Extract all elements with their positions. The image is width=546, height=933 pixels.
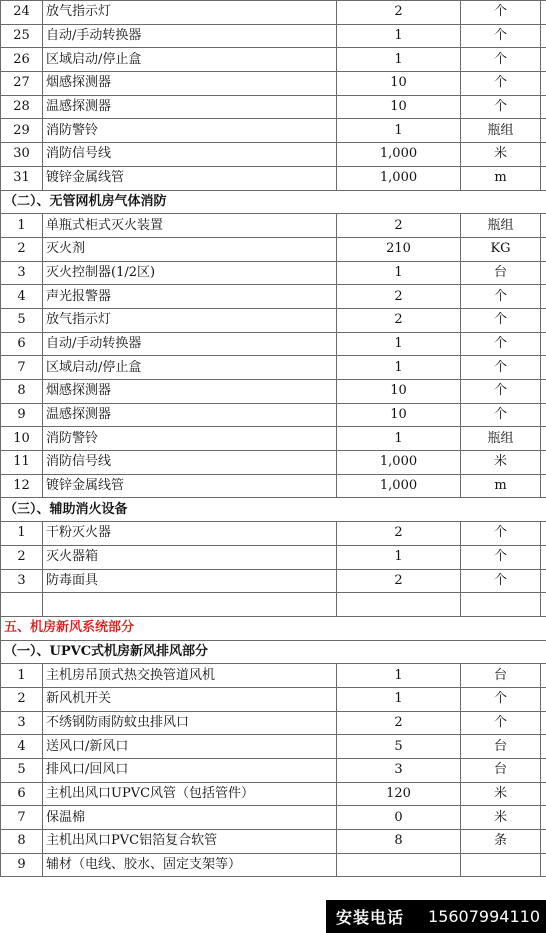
item-quantity: 10	[337, 380, 461, 404]
item-number: 24	[1, 1, 43, 25]
table-edge-cell	[541, 285, 546, 309]
item-unit: 条	[461, 830, 541, 854]
item-number: 7	[1, 356, 43, 380]
item-quantity: 1	[337, 332, 461, 356]
item-quantity: 10	[337, 403, 461, 427]
item-quantity: 1	[337, 427, 461, 451]
table-edge-cell	[541, 48, 546, 72]
table-row	[1, 403, 546, 427]
table-row	[1, 285, 546, 309]
table-row	[1, 853, 546, 877]
item-number: 10	[1, 427, 43, 451]
item-name: 声光报警器	[43, 285, 337, 309]
section-title: （二）、无管网机房气体消防	[1, 190, 546, 214]
item-unit: 瓶组	[461, 119, 541, 143]
item-number: 5	[1, 308, 43, 332]
contact-banner	[326, 900, 546, 933]
item-number: 7	[1, 806, 43, 830]
table-row	[1, 664, 546, 688]
item-name: 干粉灭火器	[43, 522, 337, 546]
item-unit: 个	[461, 403, 541, 427]
item-name: 区域启动/停止盒	[43, 48, 337, 72]
item-name: 消防警铃	[43, 119, 337, 143]
table-row	[1, 332, 546, 356]
item-quantity: 1	[337, 687, 461, 711]
item-unit: 台	[461, 735, 541, 759]
table-edge-cell	[541, 356, 546, 380]
table-edge-cell	[541, 522, 546, 546]
table-row	[1, 735, 546, 759]
item-name: 主机出风口PVC铝箔复合软管	[43, 830, 337, 854]
table-row	[1, 166, 546, 190]
item-number: 30	[1, 143, 43, 167]
item-number: 29	[1, 119, 43, 143]
item-unit: 个	[461, 1, 541, 25]
item-number: 1	[1, 522, 43, 546]
table-edge-cell	[541, 853, 546, 877]
table-row	[1, 522, 546, 546]
item-number: 25	[1, 24, 43, 48]
item-name: 不绣钢防雨防蚊虫排风口	[43, 711, 337, 735]
table-row	[1, 782, 546, 806]
item-unit: 个	[461, 48, 541, 72]
item-quantity: 1	[337, 545, 461, 569]
item-quantity: 1	[337, 48, 461, 72]
section-title: （一）、UPVC式机房新风排风部分	[1, 640, 546, 664]
table-edge-cell	[541, 143, 546, 167]
table-row	[1, 95, 546, 119]
item-unit: 台	[461, 261, 541, 285]
table-edge-cell	[541, 261, 546, 285]
item-number: 9	[1, 403, 43, 427]
table-row	[1, 237, 546, 261]
item-quantity: 1	[337, 119, 461, 143]
table-row	[1, 48, 546, 72]
table-edge-cell	[541, 664, 546, 688]
item-quantity: 2	[337, 569, 461, 593]
item-unit: 米	[461, 782, 541, 806]
table-row	[1, 830, 546, 854]
item-quantity: 2	[337, 214, 461, 238]
item-unit: 个	[461, 95, 541, 119]
item-number: 5	[1, 759, 43, 783]
item-name: 自动/手动转换器	[43, 24, 337, 48]
item-number: 31	[1, 166, 43, 190]
table-edge-cell	[541, 308, 546, 332]
item-number	[1, 593, 43, 617]
item-number: 8	[1, 380, 43, 404]
item-unit: 个	[461, 711, 541, 735]
item-name: 烟感探测器	[43, 72, 337, 96]
item-name: 温感探测器	[43, 403, 337, 427]
table-edge-cell	[541, 237, 546, 261]
table-edge-cell	[541, 474, 546, 498]
table-edge-cell	[541, 593, 546, 617]
item-number: 1	[1, 214, 43, 238]
item-unit: 瓶组	[461, 427, 541, 451]
item-quantity: 2	[337, 522, 461, 546]
table-edge-cell	[541, 380, 546, 404]
table-edge-cell	[541, 166, 546, 190]
item-name: 区域启动/停止盒	[43, 356, 337, 380]
item-unit: 个	[461, 308, 541, 332]
item-name: 单瓶式柜式灭火装置	[43, 214, 337, 238]
table-edge-cell	[541, 759, 546, 783]
item-unit: 米	[461, 451, 541, 475]
table-row	[1, 474, 546, 498]
item-name: 防毒面具	[43, 569, 337, 593]
item-unit: 个	[461, 569, 541, 593]
item-name: 烟感探测器	[43, 380, 337, 404]
item-quantity: 1,000	[337, 166, 461, 190]
item-quantity: 10	[337, 72, 461, 96]
table-edge-cell	[541, 332, 546, 356]
table-edge-cell	[541, 830, 546, 854]
item-name: 辅材（电线、胶水、固定支架等）	[43, 853, 337, 877]
item-quantity: 1,000	[337, 143, 461, 167]
item-number: 8	[1, 830, 43, 854]
item-name: 灭火剂	[43, 237, 337, 261]
item-name: 消防信号线	[43, 451, 337, 475]
item-number: 12	[1, 474, 43, 498]
item-number: 4	[1, 735, 43, 759]
table-edge-cell	[541, 545, 546, 569]
table-edge-cell	[541, 403, 546, 427]
item-quantity: 8	[337, 830, 461, 854]
item-quantity: 1	[337, 664, 461, 688]
item-number: 2	[1, 237, 43, 261]
item-number: 3	[1, 711, 43, 735]
table-edge-cell	[541, 1, 546, 25]
table-edge-cell	[541, 427, 546, 451]
table-row	[1, 380, 546, 404]
item-unit: KG	[461, 237, 541, 261]
table-edge-cell	[541, 214, 546, 238]
item-name: 保温棉	[43, 806, 337, 830]
item-quantity: 120	[337, 782, 461, 806]
table-edge-cell	[541, 735, 546, 759]
item-number: 27	[1, 72, 43, 96]
item-name: 排风口/回风口	[43, 759, 337, 783]
item-name: 镀锌金属线管	[43, 166, 337, 190]
table-edge-cell	[541, 782, 546, 806]
item-name: 主机房吊顶式热交换管道风机	[43, 664, 337, 688]
item-quantity: 2	[337, 308, 461, 332]
item-name: 放气指示灯	[43, 1, 337, 25]
section-header-row	[1, 640, 546, 664]
section-header-row	[1, 190, 546, 214]
item-number: 28	[1, 95, 43, 119]
item-unit: 米	[461, 143, 541, 167]
contact-phone: 15607994110	[428, 907, 540, 926]
item-quantity: 3	[337, 759, 461, 783]
table-edge-cell	[541, 24, 546, 48]
item-unit: 台	[461, 759, 541, 783]
item-quantity: 0	[337, 806, 461, 830]
table-row	[1, 119, 546, 143]
table-row	[1, 687, 546, 711]
item-number: 9	[1, 853, 43, 877]
item-unit: m	[461, 166, 541, 190]
table-edge-cell	[541, 711, 546, 735]
item-unit: 个	[461, 522, 541, 546]
item-unit: 个	[461, 24, 541, 48]
contact-label: 安装电话	[336, 908, 405, 927]
item-name: 灭火器箱	[43, 545, 337, 569]
section-header-row	[1, 498, 546, 522]
table-row	[1, 759, 546, 783]
item-name: 放气指示灯	[43, 308, 337, 332]
table-row	[1, 1, 546, 25]
item-name: 消防信号线	[43, 143, 337, 167]
table-edge-cell	[541, 451, 546, 475]
item-quantity: 1	[337, 356, 461, 380]
item-number: 26	[1, 48, 43, 72]
item-unit: 个	[461, 72, 541, 96]
item-quantity: 1	[337, 261, 461, 285]
item-unit: 米	[461, 806, 541, 830]
table-edge-cell	[541, 119, 546, 143]
item-quantity: 1,000	[337, 451, 461, 475]
item-number: 3	[1, 261, 43, 285]
item-number: 6	[1, 332, 43, 356]
item-quantity	[337, 593, 461, 617]
table-row	[1, 427, 546, 451]
table-row	[1, 143, 546, 167]
item-number: 4	[1, 285, 43, 309]
table-edge-cell	[541, 95, 546, 119]
table-row	[1, 24, 546, 48]
table-row	[1, 214, 546, 238]
table-row	[1, 261, 546, 285]
item-unit: 个	[461, 687, 541, 711]
table-row	[1, 806, 546, 830]
item-name: 镀锌金属线管	[43, 474, 337, 498]
item-unit: 个	[461, 332, 541, 356]
table-row	[1, 711, 546, 735]
item-name: 消防警铃	[43, 427, 337, 451]
item-name: 新风机开关	[43, 687, 337, 711]
item-name: 灭火控制器(1/2区)	[43, 261, 337, 285]
item-unit: 个	[461, 356, 541, 380]
table-edge-cell	[541, 687, 546, 711]
item-unit: 个	[461, 545, 541, 569]
chapter-title: 五、机房新风系统部分	[1, 616, 546, 640]
item-number: 2	[1, 687, 43, 711]
item-quantity: 2	[337, 1, 461, 25]
item-quantity: 2	[337, 711, 461, 735]
table-row	[1, 569, 546, 593]
equipment-table-body	[1, 1, 546, 877]
item-unit: 个	[461, 380, 541, 404]
table-edge-cell	[541, 72, 546, 96]
table-row	[1, 308, 546, 332]
item-name: 主机出风口UPVC风管（包括管件）	[43, 782, 337, 806]
section-title: （三）、辅助消火设备	[1, 498, 546, 522]
table-row	[1, 356, 546, 380]
table-edge-cell	[541, 569, 546, 593]
item-name: 自动/手动转换器	[43, 332, 337, 356]
item-number: 6	[1, 782, 43, 806]
item-unit: 瓶组	[461, 214, 541, 238]
table-row	[1, 593, 546, 617]
table-row	[1, 545, 546, 569]
item-quantity: 2	[337, 285, 461, 309]
item-number: 1	[1, 664, 43, 688]
item-quantity	[337, 853, 461, 877]
table-row	[1, 72, 546, 96]
item-unit	[461, 593, 541, 617]
item-quantity: 1,000	[337, 474, 461, 498]
item-name: 送风口/新风口	[43, 735, 337, 759]
item-number: 11	[1, 451, 43, 475]
table-row	[1, 451, 546, 475]
item-unit	[461, 853, 541, 877]
item-quantity: 5	[337, 735, 461, 759]
item-unit: 台	[461, 664, 541, 688]
section-header-row	[1, 616, 546, 640]
table-edge-cell	[541, 806, 546, 830]
item-quantity: 210	[337, 237, 461, 261]
item-number: 2	[1, 545, 43, 569]
item-name: 温感探测器	[43, 95, 337, 119]
item-quantity: 10	[337, 95, 461, 119]
item-quantity: 1	[337, 24, 461, 48]
item-unit: 个	[461, 285, 541, 309]
item-unit: m	[461, 474, 541, 498]
item-name	[43, 593, 337, 617]
item-number: 3	[1, 569, 43, 593]
